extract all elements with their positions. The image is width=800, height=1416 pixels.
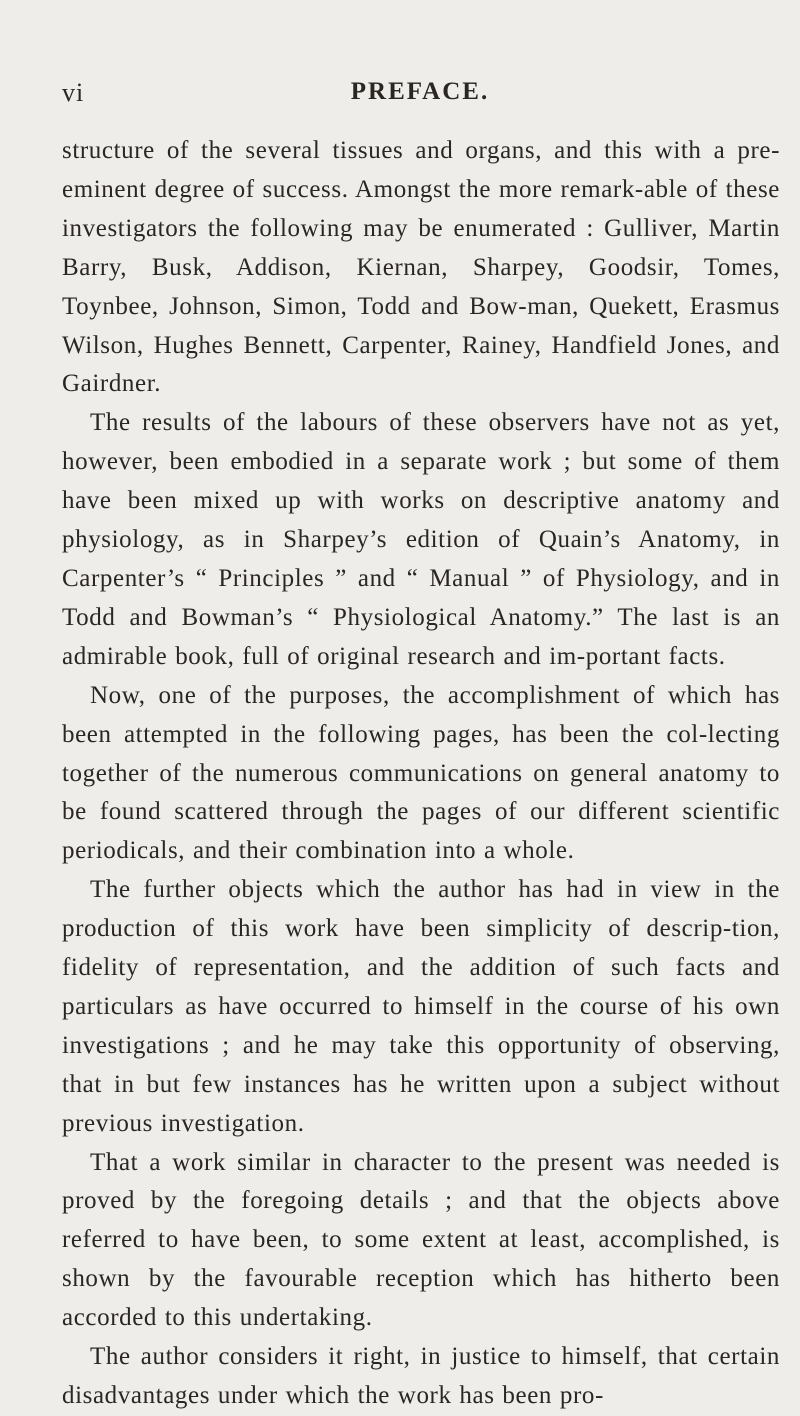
paragraph: The author considers it right, in justice to himself, that certain disadvantages under which the work has been pro- bbox=[62, 1343, 780, 1409]
paragraph: The further objects which the author has had in view in the production of this work have been simplicity of descrip-tion, fidelity of representation, and the addition of such facts and particulars as have occurred to himself in the course of his own investigations ; and he may take this opportunity of observing, that in but few instances has he written upon a subject without previous investigation. bbox=[62, 876, 780, 1137]
running-head bbox=[62, 78, 778, 112]
page-number: vi bbox=[62, 78, 85, 107]
page-title: PREFACE. bbox=[350, 78, 490, 105]
body-text bbox=[62, 132, 780, 1416]
paragraph-continued: structure of the several tissues and organs, and this with a pre-eminent degree of success. Amongst the more remark-able of these investigators the following may be enumerated : Gulliver, Martin Barry, Busk, Addison, Kiernan, Sharpey, Goodsir, Tomes, Toynbee, Johnson, Simon, Todd and Bow-man, Quekett, Erasmus Wilson, Hughes Bennett, Carpenter, Rainey, Handfield Jones, and Gairdner. bbox=[62, 137, 780, 398]
paragraph: The results of the labours of these observers have not as yet, however, been embodied in a separate work ; but some of them have been mixed up with works on descriptive anatomy and physiology, as in Sharpey’s edition of Quain’s Anatomy, in Carpenter’s “ Principles ” and “ Manual ” of Physiology, and in Todd and Bowman’s “ Physiological Anatomy.” The last is an admirable book, full of original research and im-portant facts. bbox=[62, 409, 780, 670]
paragraph: Now, one of the purposes, the accomplishment of which has been attempted in the following pages, has been the col-lecting together of the numerous communications on general anatomy to be found scattered through the pages of our different scientific periodicals, and their combination into a whole. bbox=[62, 681, 780, 865]
paragraph: That a work similar in character to the present was needed is proved by the foregoing details ; and that the objects above referred to have been, to some extent at least, accomplished, is shown by the favourable reception which has hitherto been accorded to this undertaking. bbox=[62, 1148, 780, 1332]
